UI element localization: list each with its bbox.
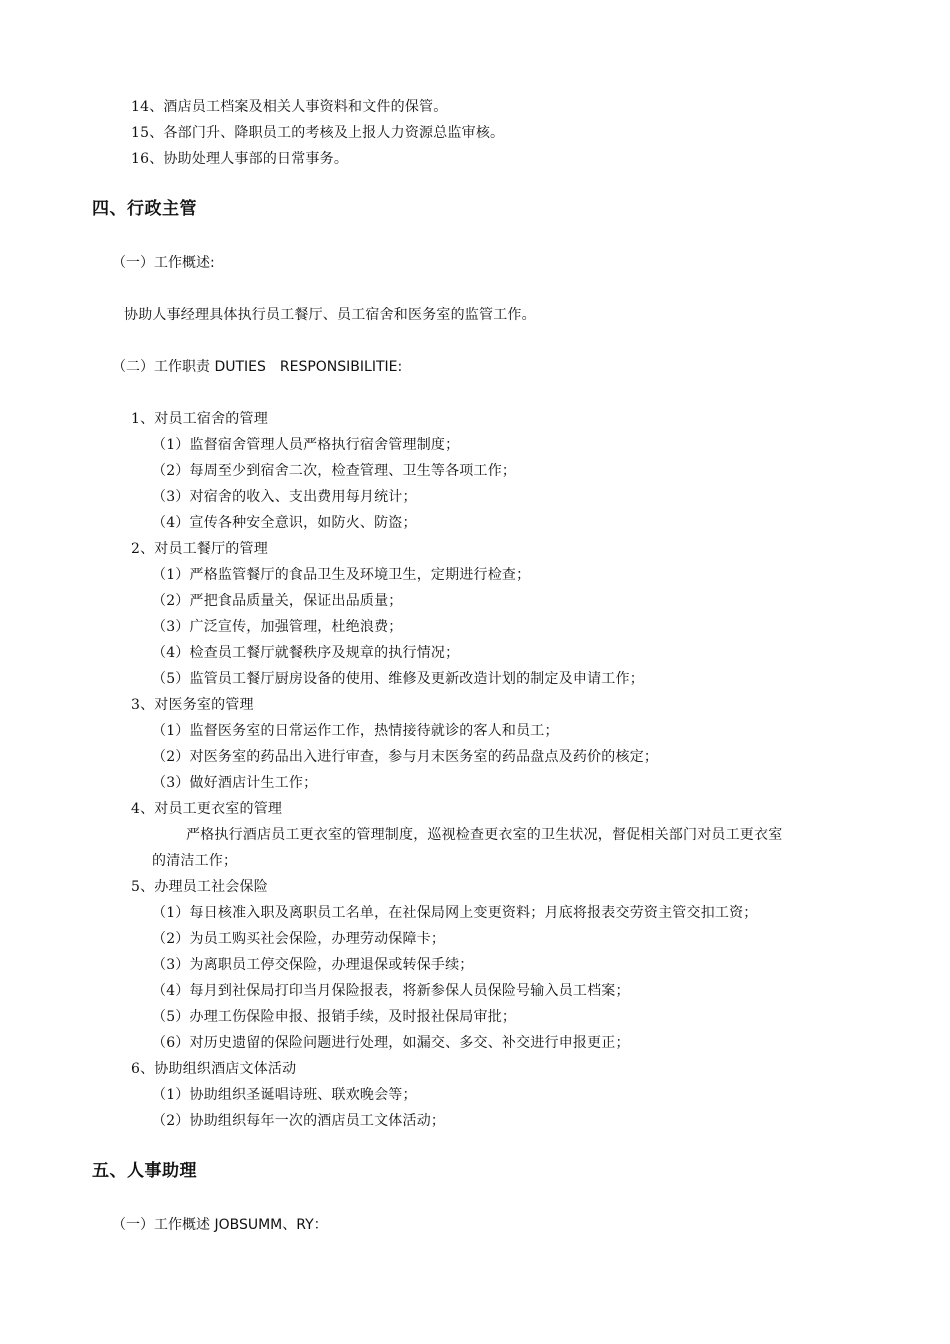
list-item-16: 16、协助处理人事部的日常事务。 [131,151,349,167]
duty-3-item-3: （3）做好酒店计生工作； [152,775,318,791]
duty-2-item-3: （3）广泛宣传，加强管理，杜绝浪费； [152,619,403,635]
section-5-overview-title: （一）工作概述 JOBSUMM、RY： [112,1217,328,1233]
duty-2-label: 2、对员工餐厅的管理 [131,541,268,557]
duty-6-label: 6、协助组织酒店文体活动 [131,1061,297,1077]
duty-4-paragraph-line-2: 的清洁工作； [152,853,238,869]
duty-1-label: 1、对员工宿舍的管理 [131,411,268,427]
duty-3-label: 3、对医务室的管理 [131,697,254,713]
duty-4-paragraph-line-1: 严格执行酒店员工更衣室的管理制度，巡视检查更衣室的卫生状况，督促相关部门对员工更衣室 [186,827,783,843]
duty-1-item-3: （3）对宿舍的收入、支出费用每月统计； [152,489,417,505]
duty-5-item-2: （2）为员工购买社会保险，办理劳动保障卡； [152,931,446,947]
section-4-duties-title: （二）工作职责 DUTIES RESPONSIBILITIE: [112,359,403,375]
section-5-title: 五、人事助理 [92,1161,197,1181]
duty-5-item-1: （1）每日核准入职及离职员工名单，在社保局网上变更资料；月底将报表交劳资主管交扣工资； [152,905,758,921]
list-item-15: 15、各部门升、降职员工的考核及上报人力资源总监审核。 [131,125,505,141]
duty-3-item-1: （1）监督医务室的日常运作工作，热情接待就诊的客人和员工； [152,723,559,739]
duty-5-item-5: （5）办理工伤保险申报、报销手续，及时报社保局审批； [152,1009,517,1025]
section-4-overview-title: （一）工作概述: [112,255,215,271]
duty-2-item-4: （4）检查员工餐厅就餐秩序及规章的执行情况； [152,645,460,661]
duty-1-item-2: （2）每周至少到宿舍二次，检查管理、卫生等各项工作； [152,463,517,479]
duty-1-item-4: （4）宣传各种安全意识，如防火、防盗； [152,515,417,531]
duty-6-item-1: （1）协助组织圣诞唱诗班、联欢晚会等； [152,1087,417,1103]
duty-1-item-1: （1）监督宿舍管理人员严格执行宿舍管理制度； [152,437,460,453]
duty-2-item-5: （5）监管员工餐厅厨房设备的使用、维修及更新改造计划的制定及申请工作； [152,671,644,687]
list-item-14: 14、酒店员工档案及相关人事资料和文件的保管。 [131,99,448,115]
duty-3-item-2: （2）对医务室的药品出入进行审查，参与月末医务室的药品盘点及药价的核定； [152,749,659,765]
duty-2-item-2: （2）严把食品质量关，保证出品质量； [152,593,403,609]
section-4-overview-text: 协助人事经理具体执行员工餐厅、员工宿舍和医务室的监管工作。 [124,307,536,323]
duty-5-label: 5、办理员工社会保险 [131,879,268,895]
duty-6-item-2: （2）协助组织每年一次的酒店员工文体活动； [152,1113,446,1129]
duty-5-item-4: （4）每月到社保局打印当月保险报表，将新参保人员保险号输入员工档案； [152,983,630,999]
duty-5-item-6: （6）对历史遗留的保险问题进行处理，如漏交、多交、补交进行申报更正； [152,1035,630,1051]
section-4-title: 四、行政主管 [92,199,197,219]
duty-2-item-1: （1）严格监管餐厅的食品卫生及环境卫生，定期进行检查； [152,567,531,583]
duty-5-item-3: （3）为离职员工停交保险，办理退保或转保手续； [152,957,474,973]
duty-4-label: 4、对员工更衣室的管理 [131,801,283,817]
